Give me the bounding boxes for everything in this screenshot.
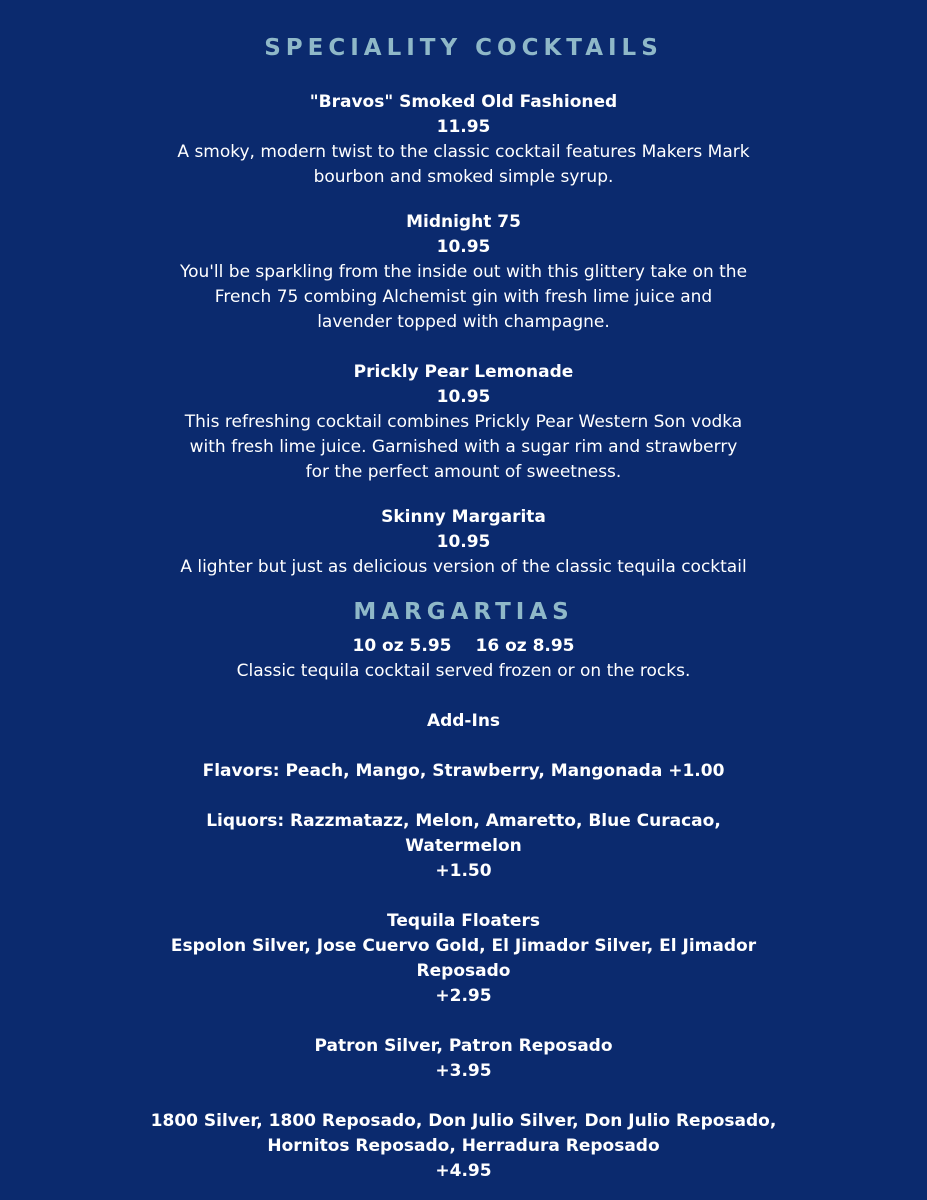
cocktail-description: for the perfect amount of sweetness. [305,462,622,482]
premium-addin: 1800 Silver, 1800 Reposado, Don Julio Silver, Don Julio Reposado, [150,1111,777,1131]
premium-price: +4.95 [435,1161,492,1181]
cocktail-description: with fresh lime juice. Garnished with a sugar rim and strawberry [189,437,738,457]
cocktail-description: A lighter but just as delicious version of the classic tequila cocktail [180,557,747,577]
cocktail-name: "Bravos" Smoked Old Fashioned [309,92,618,112]
cocktail-price: 11.95 [436,117,491,137]
floaters-price: +2.95 [435,986,492,1006]
floaters-list: Espolon Silver, Jose Cuervo Gold, El Jimador Silver, El Jimador [170,936,757,956]
margaritas-title: MARGARTIAS [353,599,574,625]
margaritas-section [0,634,927,1184]
cocktail-description: lavender topped with champagne. [317,312,610,332]
patron-addin: Patron Silver, Patron Reposado [314,1036,613,1056]
cocktail-description: This refreshing cocktail combines Prickly Pear Western Son vodka [184,412,743,432]
liquors-addin: Liquors: Razzmatazz, Melon, Amaretto, Blue Curacao, [206,811,721,831]
flavors-addin: Flavors: Peach, Mango, Strawberry, Mangonada +1.00 [202,761,725,781]
speciality-cocktails-title: SPECIALITY COCKTAILS [264,35,663,61]
cocktail-price: 10.95 [436,387,491,407]
cocktail-name: Skinny Margarita [381,507,546,527]
patron-price: +3.95 [435,1061,492,1081]
cocktail-description: bourbon and smoked simple syrup. [313,167,614,187]
price-small: 10 oz 5.95 [352,636,452,656]
cocktail-name: Midnight 75 [406,212,521,232]
cocktail-item [0,210,927,335]
cocktail-item [0,90,927,190]
cocktail-description: French 75 combing Alchemist gin with fresh lime juice and [214,287,713,307]
floaters-heading: Tequila Floaters [387,911,540,931]
premium-addin: Hornitos Reposado, Herradura Reposado [267,1136,660,1156]
cocktail-description: You'll be sparkling from the inside out with this glittery take on the [179,262,748,282]
margarita-prices [0,634,927,659]
liquors-price: +1.50 [435,861,492,881]
cocktail-description: A smoky, modern twist to the classic cocktail features Makers Mark [177,142,750,162]
liquors-addin: Watermelon [405,836,522,856]
cocktail-name: Prickly Pear Lemonade [353,362,574,382]
cocktail-item [0,505,927,580]
cocktail-price: 10.95 [436,532,491,552]
cocktail-price: 10.95 [436,237,491,257]
addins-heading: Add-Ins [426,711,501,731]
price-large: 16 oz 8.95 [475,636,575,656]
floaters-list: Reposado [416,961,511,981]
margarita-description: Classic tequila cocktail served frozen or on the rocks. [236,661,691,681]
cocktail-item [0,360,927,485]
